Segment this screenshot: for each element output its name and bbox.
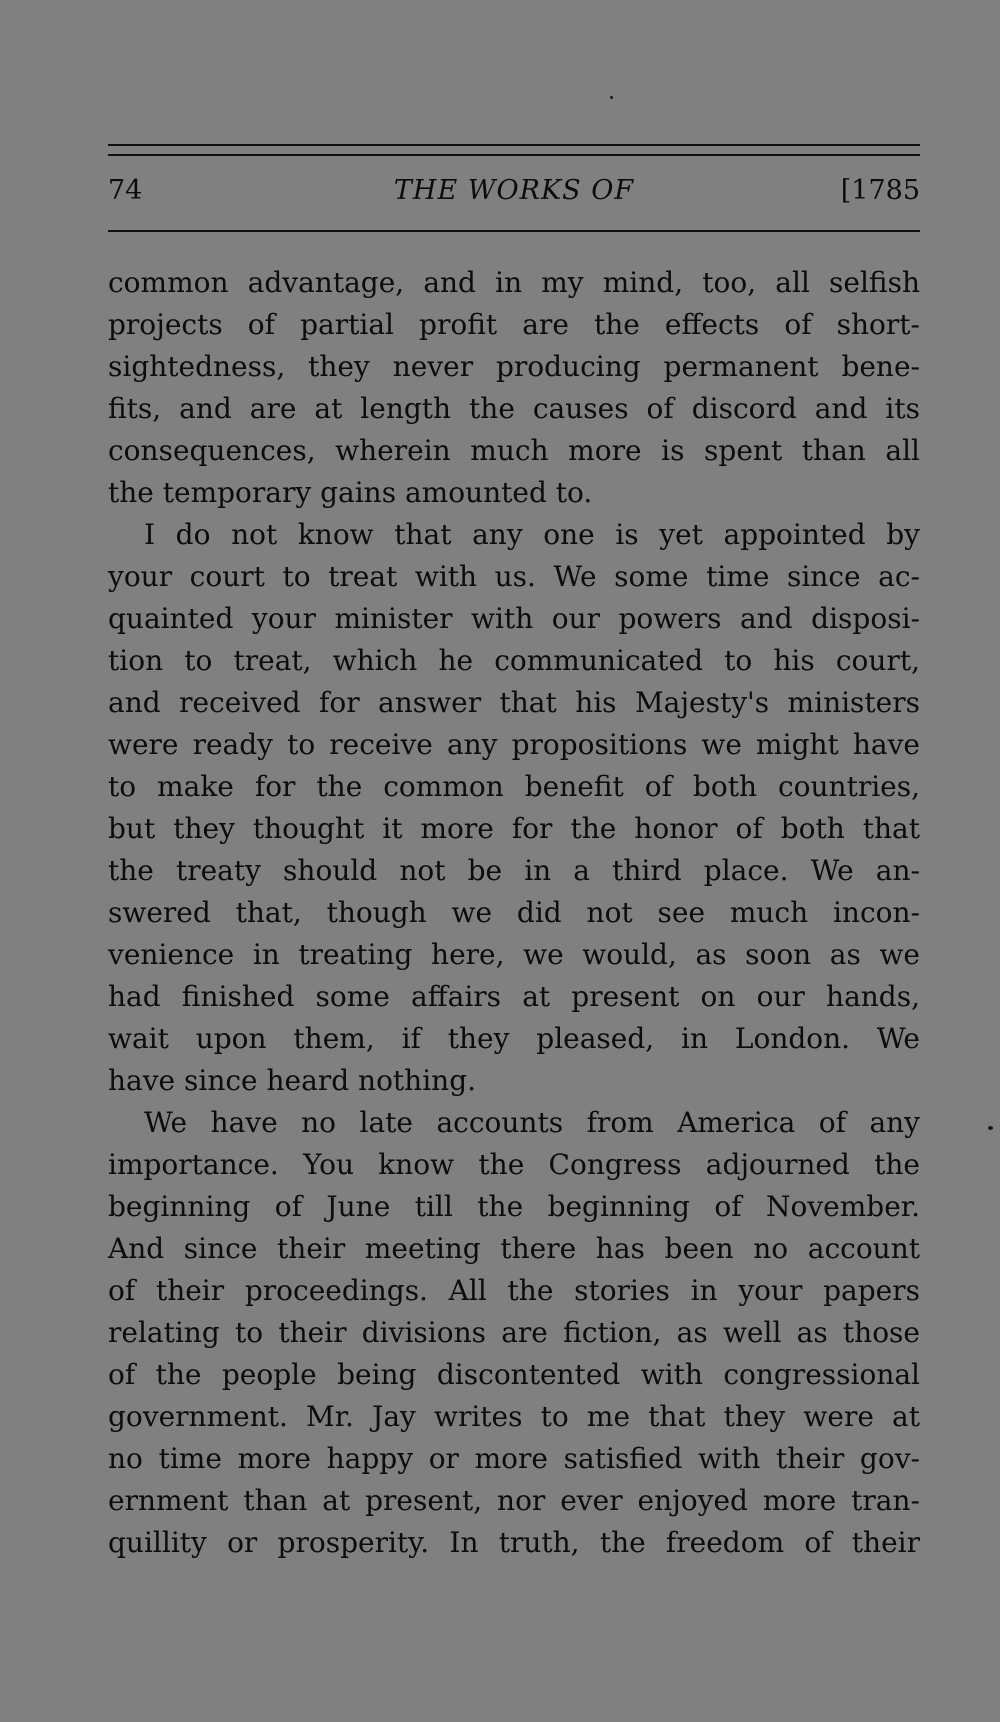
text-line: beginning of June till the beginning of November. — [108, 1190, 920, 1223]
text-line: projects of partial profit are the effects of short- — [108, 308, 920, 341]
text-line: to make for the common benefit of both countries, — [108, 770, 920, 803]
text-line: We have no late accounts from America of any — [144, 1106, 920, 1139]
body-text — [108, 262, 920, 1564]
text-line: I do not know that any one is yet appointed by — [144, 518, 920, 551]
text-line: but they thought it more for the honor of both that — [108, 812, 920, 845]
text-line: sightedness, they never producing permanent bene- — [108, 350, 920, 383]
text-line: consequences, wherein much more is spent than all — [108, 434, 920, 467]
text-line: quainted your minister with our powers and disposi- — [108, 602, 920, 635]
print-speck — [610, 96, 613, 99]
header-rule-bottom — [108, 230, 920, 232]
text-line: venience in treating here, we would, as soon as we — [108, 938, 920, 971]
text-line: were ready to receive any propositions we might have — [108, 728, 920, 761]
text-line: and received for answer that his Majesty's ministers — [108, 686, 920, 719]
text-line: importance. You know the Congress adjourned the — [108, 1148, 920, 1181]
text-line: the temporary gains amounted to. — [108, 476, 593, 509]
text-line: your court to treat with us. We some time since ac- — [108, 560, 920, 593]
text-line: ernment than at present, nor ever enjoyed more tran- — [108, 1484, 920, 1517]
text-line: of their proceedings. All the stories in your papers — [108, 1274, 920, 1307]
running-head — [108, 175, 920, 215]
text-line: no time more happy or more satisfied with their gov- — [108, 1442, 920, 1475]
text-line: government. Mr. Jay writes to me that they were at — [108, 1400, 920, 1433]
text-line: the treaty should not be in a third place. We an- — [108, 854, 920, 887]
text-line: fits, and are at length the causes of discord and its — [108, 392, 920, 425]
text-line: have since heard nothing. — [108, 1064, 477, 1097]
text-line: quillity or prosperity. In truth, the freedom of their — [108, 1526, 920, 1559]
text-line: And since their meeting there has been no account — [108, 1232, 920, 1265]
print-speck — [988, 1126, 993, 1130]
text-line: common advantage, and in my mind, too, all selfish — [108, 266, 920, 299]
page-number: 74 — [108, 175, 143, 206]
text-line: tion to treat, which he communicated to his court, — [108, 644, 920, 677]
year-marker: [1785 — [840, 175, 920, 206]
text-line: of the people being discontented with congressional — [108, 1358, 920, 1391]
text-line: wait upon them, if they pleased, in London. We — [108, 1022, 920, 1055]
text-line: swered that, though we did not see much incon- — [108, 896, 920, 929]
header-rule-second — [108, 154, 920, 156]
running-title: THE WORKS OF — [393, 175, 635, 206]
header-rule-top — [108, 144, 920, 146]
text-line: relating to their divisions are fiction, as well as those — [108, 1316, 920, 1349]
text-line: had finished some affairs at present on our hands, — [108, 980, 920, 1013]
